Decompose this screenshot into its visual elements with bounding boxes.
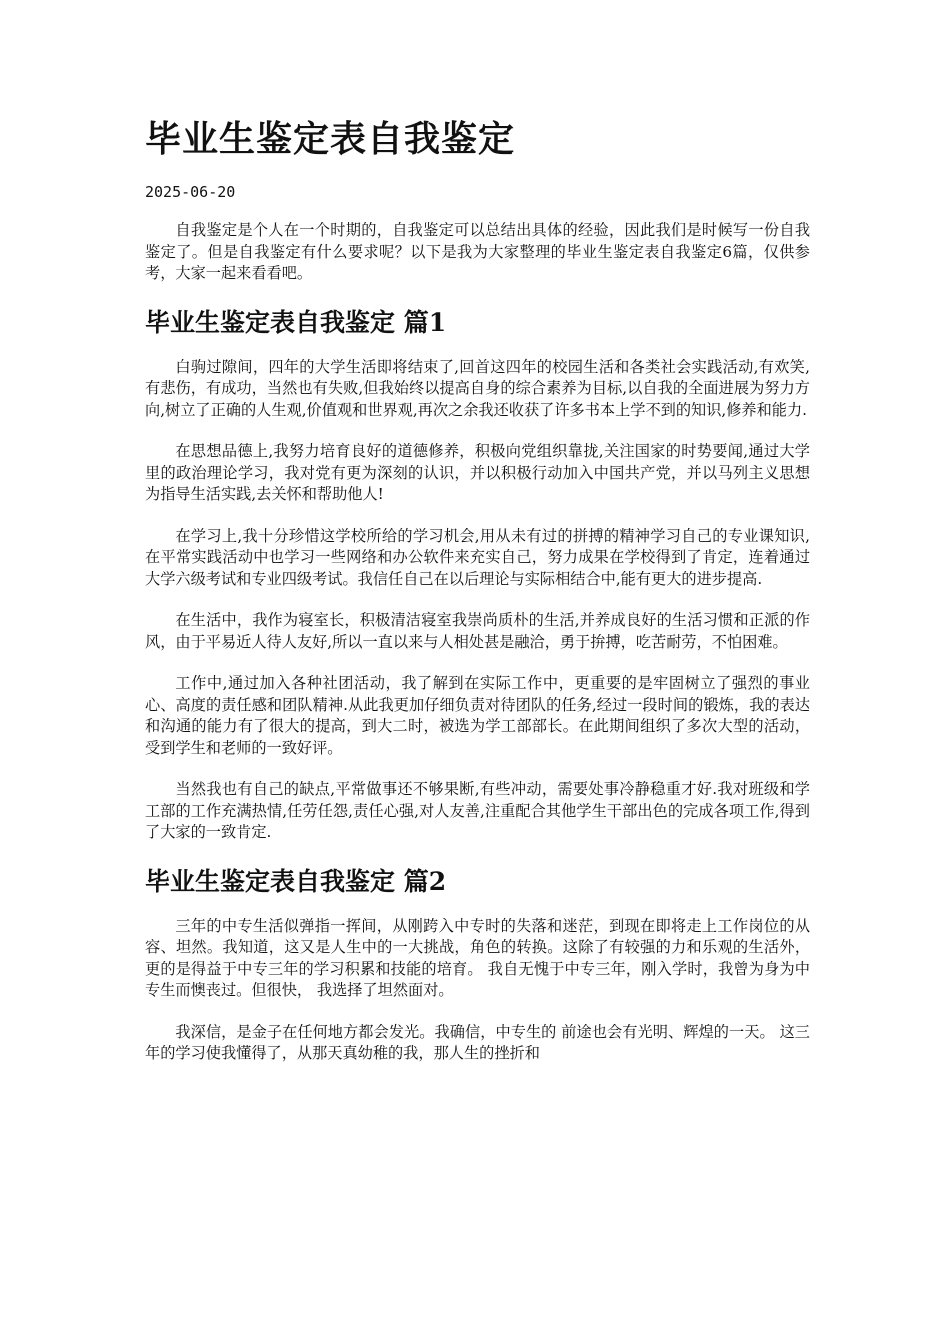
section-1-paragraph: 白驹过隙间，四年的大学生活即将结束了,回首这四年的校园生活和各类社会实践活动,有欢笑,有悲伤，有成功，当然也有失败,但我始终以提高自身的综合素养为目标,以自我的全面进展为努力方向,树立了正确的人生观,价值观和世界观,再次之余我还收获了许多书本上学不到的知识,修养和能力.: [145, 357, 810, 419]
section-heading-2: 毕业生鉴定表自我鉴定 篇2: [145, 866, 447, 896]
page-title: 毕业生鉴定表自我鉴定: [145, 118, 516, 160]
section-1-paragraph: 在学习上,我十分珍惜这学校所给的学习机会,用从未有过的拼搏的精神学习自己的专业课知识,在平常实践活动中也学习一些网络和办公软件来充实自己，努力成果在学校得到了肯定，连着通过大学六级考试和专业四级考试。我信任自己在以后理论与实际相结合中,能有更大的进步提高.: [145, 526, 810, 588]
section-2-paragraph: 我深信，是金子在任何地方都会发光。我确信，中专生的 前途也会有光明、辉煌的一天。 这三年的学习使我懂得了，从那天真幼稚的我，那人生的挫折和: [145, 1022, 810, 1062]
section-1-paragraph: 工作中,通过加入各种社团活动，我了解到在实际工作中，更重要的是牢固树立了强烈的事业心、高度的责任感和团队精神.从此我更加仔细负责对待团队的任务,经过一段时间的锻炼，我的表达和沟通的能力有了很大的提高，到大二时，被选为学工部部长。在此期间组织了多次大型的活动，受到学生和老师的一致好评。: [145, 674, 810, 757]
document-page: [145, 112, 810, 1085]
intro-paragraph: 自我鉴定是个人在一个时期的，自我鉴定可以总结出具体的经验，因此我们是时候写一份自我鉴定了。但是自我鉴定有什么要求呢？以下是我为大家整理的毕业生鉴定表自我鉴定6篇，仅供参考，大家一起来看看吧。: [145, 221, 810, 282]
section-2-paragraph: 三年的中专生活似弹指一挥间，从刚跨入中专时的失落和迷茫，到现在即将走上工作岗位的从容、坦然。我知道，这又是人生中的一大挑战，角色的转换。这除了有较强的力和乐观的生活外，更的是得益于中专三年的学习积累和技能的培育。 我自无愧于中专三年，刚入学时，我曾为身为中专生而懊丧过。但很快， 我选择了坦然面对。: [145, 916, 810, 999]
section-1-paragraph: 在思想品德上,我努力培育良好的道德修养，积极向党组织靠拢,关注国家的时势要闻,通过大学里的政治理论学习，我对党有更为深刻的认识，并以积极行动加入中国共产党，并以马列主义思想为指导生活实践,去关怀和帮助他人!: [145, 442, 810, 503]
section-heading-1: 毕业生鉴定表自我鉴定 篇1: [145, 307, 447, 337]
section-1-paragraph: 在生活中，我作为寝室长，积极清洁寝室我崇尚质朴的生活,并养成良好的生活习惯和正派的作风，由于平易近人待人友好,所以一直以来与人相处甚是融洽，勇于拚搏，吃苦耐劳，不怕困难。: [145, 611, 810, 651]
section-1-paragraph: 当然我也有自己的缺点,平常做事还不够果断,有些冲动，需要处事冷静稳重才好.我对班级和学工部的工作充满热情,任劳任怨,责任心强,对人友善,注重配合其他学生干部出色的完成各项工作,得到了大家的一致肯定.: [145, 780, 810, 841]
publish-date: 2025-06-20: [145, 183, 236, 201]
